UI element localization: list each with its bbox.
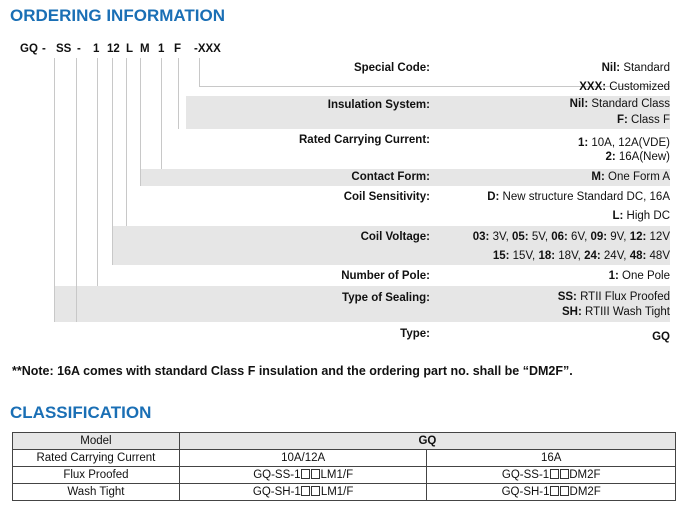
connector-type: [54, 58, 55, 322]
option-sensitivity-d: D: New structure Standard DC, 16A: [487, 191, 670, 203]
label-type-of-sealing: Type of Sealing:: [342, 292, 430, 304]
label-coil-sensitivity: Coil Sensitivity:: [343, 191, 430, 203]
table-row-flux-proofed: [13, 467, 676, 484]
label-insulation-system: Insulation System:: [327, 99, 430, 111]
ordering-title: ORDERING INFORMATION: [10, 6, 226, 25]
option-voltage-line1: 03: 3V, 05: 5V, 06: 6V, 09: 9V, 12: 12V: [472, 231, 670, 243]
label-contact-form: Contact Form:: [351, 171, 430, 183]
cell-wash-16a: GQ-SH-1 DM2F: [427, 484, 676, 501]
option-type-gq: GQ: [652, 331, 670, 343]
table-row-current: [13, 450, 676, 467]
option-insulation-f: F: Class F: [616, 114, 670, 126]
placeholder-box-icon: [560, 469, 569, 479]
cell-flux-10a: GQ-SS-1 LM1/F: [179, 467, 427, 484]
classification-table: [12, 432, 676, 501]
option-insulation-nil: Nil: Standard Class: [569, 98, 670, 110]
option-voltage-line2: 15: 15V, 18: 18V, 24: 24V, 48: 48V: [492, 250, 670, 262]
option-special-xxx: XXX: Customized: [579, 81, 670, 93]
placeholder-box-icon: [550, 469, 559, 479]
label-rated-current: Rated Carrying Current:: [299, 134, 430, 146]
label-coil-voltage: Coil Voltage:: [360, 231, 430, 243]
connector-current: [161, 58, 162, 169]
placeholder-box-icon: [311, 469, 320, 479]
cell-wash-10a: GQ-SH-1 LM1/F: [179, 484, 427, 501]
placeholder-box-icon: [550, 486, 559, 496]
option-special-nil: Nil: Standard: [601, 62, 670, 74]
cell-model-value: GQ: [179, 433, 675, 450]
classification-title: CLASSIFICATION: [10, 403, 152, 422]
label-special-code: Special Code:: [353, 62, 430, 74]
code-part-current: 1: [158, 43, 165, 55]
cell-flux-16a: GQ-SS-1 DM2F: [427, 467, 676, 484]
cell-model-label: Model: [13, 433, 180, 450]
code-part-voltage: 12: [107, 43, 120, 55]
code-part-sealing: SS: [56, 43, 72, 55]
option-pole-1: 1: One Pole: [608, 270, 670, 282]
option-current-2: 2: 16A(New): [605, 151, 670, 163]
cell-current-16a: 16A: [427, 450, 676, 467]
code-part-dash1: -: [42, 43, 46, 55]
placeholder-box-icon: [301, 486, 310, 496]
table-row-model: [13, 433, 676, 450]
code-part-special: -XXX: [194, 43, 221, 55]
placeholder-box-icon: [560, 486, 569, 496]
code-part-contact: M: [140, 43, 150, 55]
cell-flux-label: Flux Proofed: [13, 467, 180, 484]
code-part-pole: 1: [93, 43, 100, 55]
cell-wash-label: Wash Tight: [13, 484, 180, 501]
placeholder-box-icon: [301, 469, 310, 479]
cell-current-10a: 10A/12A: [179, 450, 427, 467]
code-part-sensitivity: L: [126, 43, 134, 55]
table-row-wash-tight: [13, 484, 676, 501]
option-contact-m: M: One Form A: [591, 171, 670, 183]
option-sealing-sh: SH: RTIII Wash Tight: [561, 306, 670, 318]
placeholder-box-icon: [311, 486, 320, 496]
cell-current-label: Rated Carrying Current: [13, 450, 180, 467]
option-sealing-ss: SS: RTII Flux Proofed: [557, 291, 670, 303]
code-part-dash2: -: [77, 43, 81, 55]
option-sensitivity-l: L: High DC: [612, 210, 670, 222]
label-number-of-pole: Number of Pole:: [341, 270, 430, 282]
code-part-insulation: F: [174, 43, 182, 55]
option-current-1: 1: 10A, 12A(VDE): [577, 137, 670, 149]
connector-contact: [140, 58, 141, 186]
ordering-note: **Note: 16A comes with standard Class F insulation and the ordering part no. shall be “DM2F”.: [12, 364, 573, 378]
connector-sealing: [76, 58, 77, 322]
label-type: Type:: [400, 328, 430, 340]
code-part-series: GQ: [20, 43, 38, 55]
